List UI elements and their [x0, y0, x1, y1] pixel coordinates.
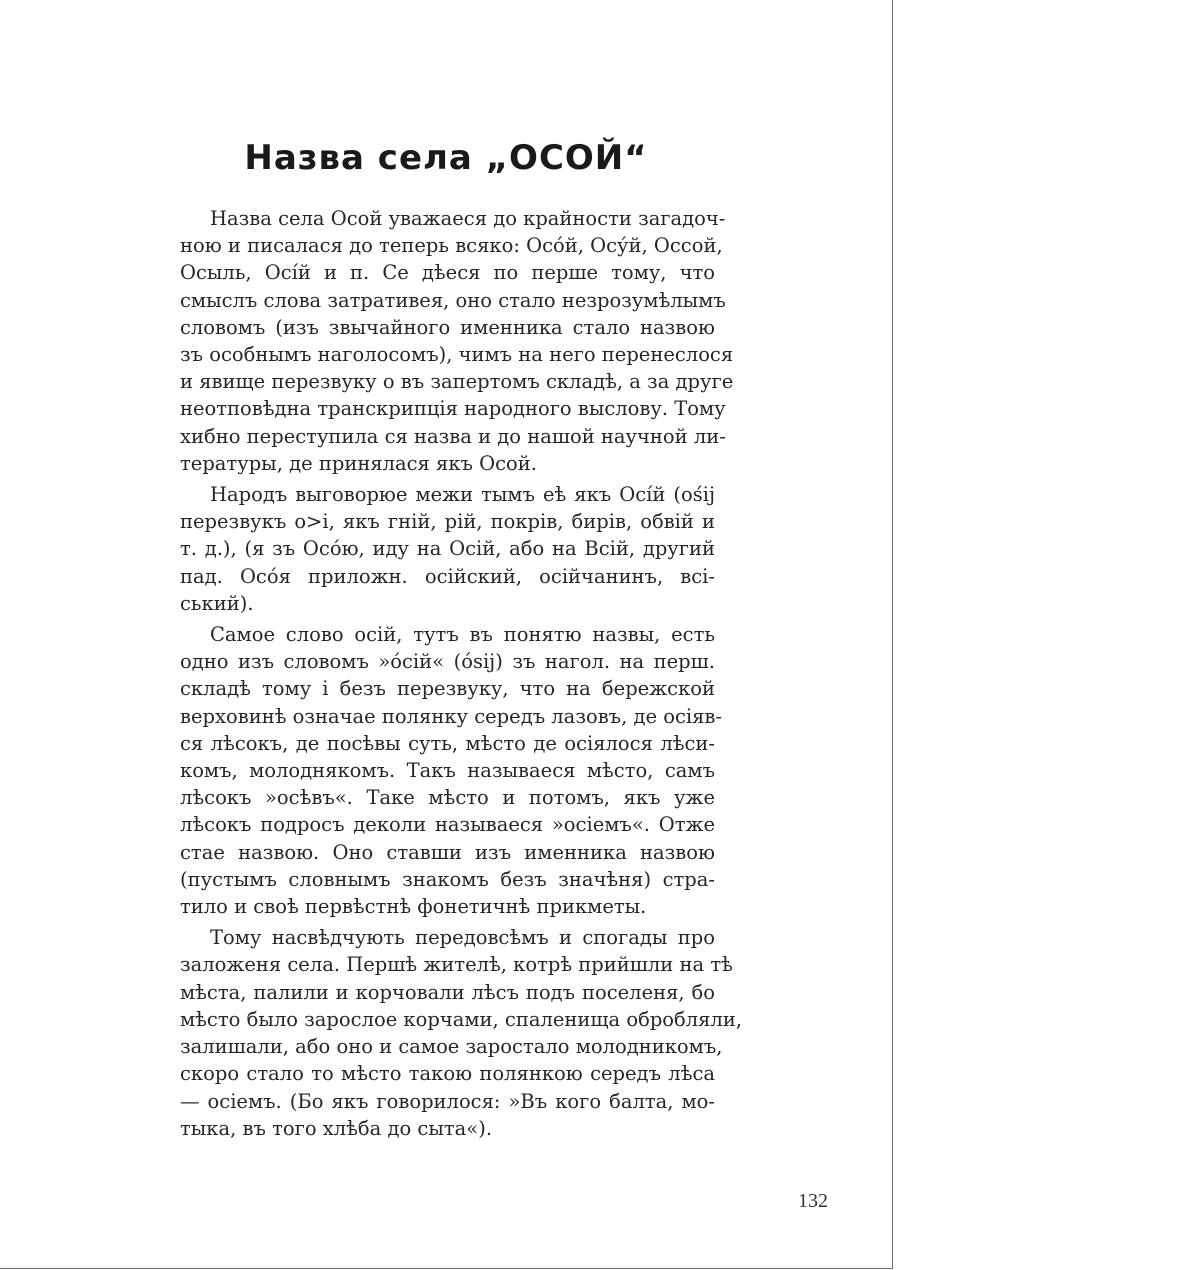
- text-line: залишали, або оно и самое заростало молодникомъ,: [180, 1035, 723, 1059]
- text-line: Самое слово осій, тутъ въ понятю назвы, есть: [210, 623, 715, 647]
- text-line: Осыль, Осі́й и п. Се дѣеся по перше тому, что: [180, 261, 715, 285]
- text-line: Народъ выговорюе межи тымъ eѣ якъ Осі́й (ośij: [210, 483, 715, 507]
- text-line: тературы, де принялася якъ Осой.: [180, 451, 537, 475]
- text-line: словомъ (изъ звычайного именника стало назвою: [180, 315, 715, 339]
- body-text: [180, 205, 743, 1146]
- text-line: ною и писалася до теперь всяко: Осо́й, Осу́й, Оссой,: [180, 234, 723, 258]
- text-line: комъ, молоднякомъ. Такъ называеся мѣсто, самъ: [180, 759, 715, 783]
- text-line: т. д.), (я зъ Осо́ю, иду на Осій, або на Всій, другий: [180, 537, 715, 561]
- text-line: перезвукъ о>і, якъ гній, рій, покрів, бирів, обвій и: [180, 510, 715, 534]
- text-line: одно изъ словомъ »о́сій« (ósij) зъ нагол. на перш.: [180, 650, 715, 674]
- text-line: пад. Осо́я приложн. осійский, осійчанинъ, всі-: [180, 564, 715, 588]
- text-line: Назва села Осой уважаеся до крайности загадоч-: [210, 207, 726, 230]
- paragraph: [180, 205, 734, 477]
- paragraph: [180, 924, 743, 1142]
- page-title: Назва села „ОСОЙ“: [244, 138, 648, 178]
- text-line: скоро стало то мѣсто такою полянкою середъ лѣса: [180, 1062, 715, 1086]
- text-line: стае назвою. Оно ставши изъ именника назвою: [180, 840, 715, 864]
- text-line: ся лѣсокъ, де посѣвы суть, мѣсто де осіялося лѣси-: [180, 731, 715, 755]
- text-line: лѣсокъ подросъ деколи называеся »осіемъ«. Отже: [180, 813, 715, 837]
- text-line: ський).: [180, 591, 254, 615]
- page-number: 132: [798, 1190, 828, 1212]
- text-line: верховинѣ означае полянку середъ лазовъ, де осіяв-: [180, 704, 722, 728]
- text-line: складѣ тому і безъ перезвуку, что на бережской: [180, 677, 715, 701]
- text-line: смыслъ слова затративея, оно стало незрозумѣлымъ: [180, 288, 726, 312]
- text-line: мѣсто было зарослое корчами, спаленища обробляли,: [180, 1007, 743, 1031]
- text-line: мѣста, палили и корчовали лѣсъ подъ поселеня, бо: [180, 980, 715, 1004]
- text-line: зъ особнымъ наголосомъ), чимъ на него перенеслося: [180, 343, 734, 367]
- text-line: — осіемъ. (Бо якъ говорилося: »Въ кого балта, мо-: [180, 1089, 715, 1113]
- text-line: лѣсокъ »осѣвъ«. Таке мѣсто и потомъ, якъ уже: [180, 786, 715, 810]
- text-line: тило и своѣ первѣстнѣ фонетичнѣ прикметы.: [180, 895, 647, 919]
- text-line: заложеня села. Першѣ жителѣ, котрѣ прийшли на тѣ: [180, 953, 733, 977]
- text-line: и явище перезвуку о въ запертомъ складѣ, а за друге: [180, 370, 734, 394]
- paragraph: [180, 481, 715, 617]
- text-line: (пустымъ словнымъ знакомъ безъ значѣня) стра-: [180, 867, 715, 891]
- text-line: Тому насвѣдчують передовсѣмъ и спогады про: [210, 926, 715, 950]
- text-line: хибно переступила ся назва и до нашой научной ли-: [180, 424, 726, 448]
- paragraph: [180, 621, 722, 920]
- text-line: тыка, въ того хлѣба до сыта«).: [180, 1116, 493, 1140]
- text-line: неотповѣдна транскрипція народного выслову. Тому: [180, 397, 726, 421]
